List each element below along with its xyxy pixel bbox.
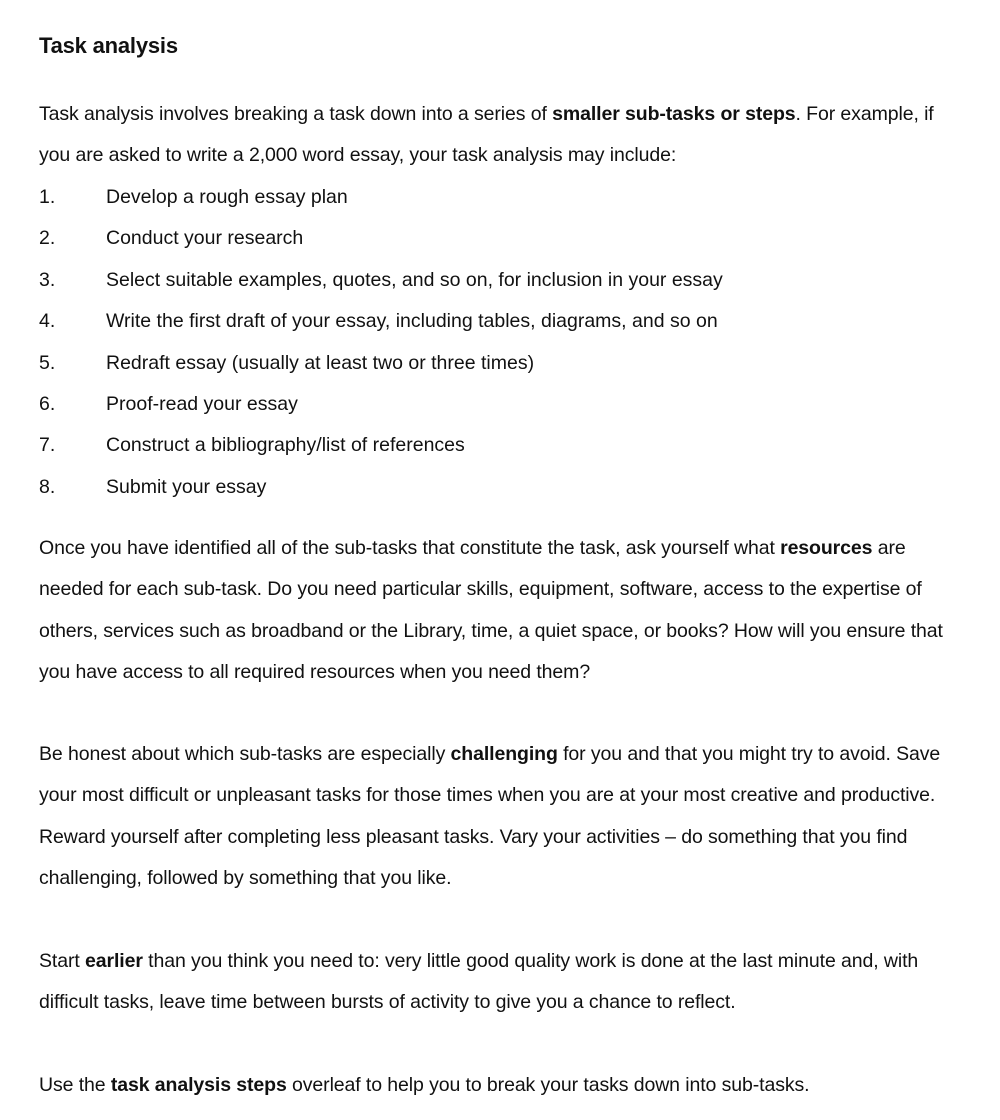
list-item-text: Submit your essay <box>106 475 267 498</box>
closing-paragraph <box>39 1065 969 1106</box>
list-item-number: 8. <box>39 475 56 498</box>
list-item <box>39 467 723 508</box>
list-item <box>39 425 723 466</box>
intro-text-bold: smaller sub-tasks or steps <box>552 103 796 125</box>
challenging-text-bold: challenging <box>450 743 558 765</box>
list-item-text: Select suitable examples, quotes, and so on, for inclusion in your essay <box>106 268 723 291</box>
intro-text-after: . For example, if you are asked to write a 2,000 word essay, your task analysis may include: <box>39 103 934 167</box>
page-title: Task analysis <box>39 33 178 58</box>
challenging-paragraph <box>39 734 969 900</box>
intro-paragraph <box>39 94 969 177</box>
list-item <box>39 177 723 218</box>
list-item-text: Construct a bibliography/list of references <box>106 434 465 457</box>
list-item-number: 6. <box>39 392 56 415</box>
closing-text-bold: task analysis steps <box>110 1074 287 1096</box>
list-item <box>39 260 723 301</box>
earlier-paragraph <box>39 941 969 1024</box>
closing-text-after: overleaf to help you to break your tasks down into sub-tasks. <box>286 1074 810 1096</box>
list-item <box>39 218 723 259</box>
resources-text-after: are needed for each sub-task. Do you need particular skills, equipment, software, access to the expertise of others, services such as broadband or the Library, time, a quiet space, or books? How will you ensure that you have access to all required resources when you need them? <box>39 537 943 684</box>
list-item-text: Proof-read your essay <box>106 392 298 415</box>
list-item-text: Write the first draft of your essay, including tables, diagrams, and so on <box>106 310 718 333</box>
list-item-text: Develop a rough essay plan <box>106 186 348 208</box>
list-item-number: 5. <box>39 351 56 374</box>
list-item-number: 7. <box>39 434 56 457</box>
list-item-number: 3. <box>39 268 56 291</box>
earlier-text-before: Start <box>39 950 85 972</box>
closing-text-before: Use the <box>39 1074 111 1096</box>
list-item-text: Redraft essay (usually at least two or three times) <box>106 351 535 374</box>
resources-text-bold: resources <box>780 537 873 559</box>
list-item-number: 2. <box>39 227 56 250</box>
earlier-text-bold: earlier <box>85 950 143 972</box>
list-item <box>39 301 723 342</box>
resources-text-before: Once you have identified all of the sub-tasks that constitute the task, ask yourself what <box>39 537 781 559</box>
list-item-text: Conduct your research <box>106 227 304 250</box>
earlier-text-after: than you think you need to: very little good quality work is done at the last minute and, with difficult tasks, leave time between bursts of activity to give you a chance to reflect. <box>39 950 919 1014</box>
list-item-number: 4. <box>39 310 56 333</box>
challenging-text-before: Be honest about which sub-tasks are especially <box>39 743 451 765</box>
task-steps-list <box>39 177 723 508</box>
challenging-text-after: for you and that you might try to avoid. Save your most difficult or unpleasant tasks for those times when you are at your most creative and productive. Reward yourself after completing less pleasant tasks. Vary your activities – do something that you find challenging, followed by something that you like. <box>39 743 941 890</box>
resources-paragraph <box>39 528 969 694</box>
list-item <box>39 384 723 425</box>
intro-text-before: Task analysis involves breaking a task down into a series of <box>39 103 553 125</box>
list-item <box>39 343 723 384</box>
list-item-number: 1. <box>39 186 56 208</box>
